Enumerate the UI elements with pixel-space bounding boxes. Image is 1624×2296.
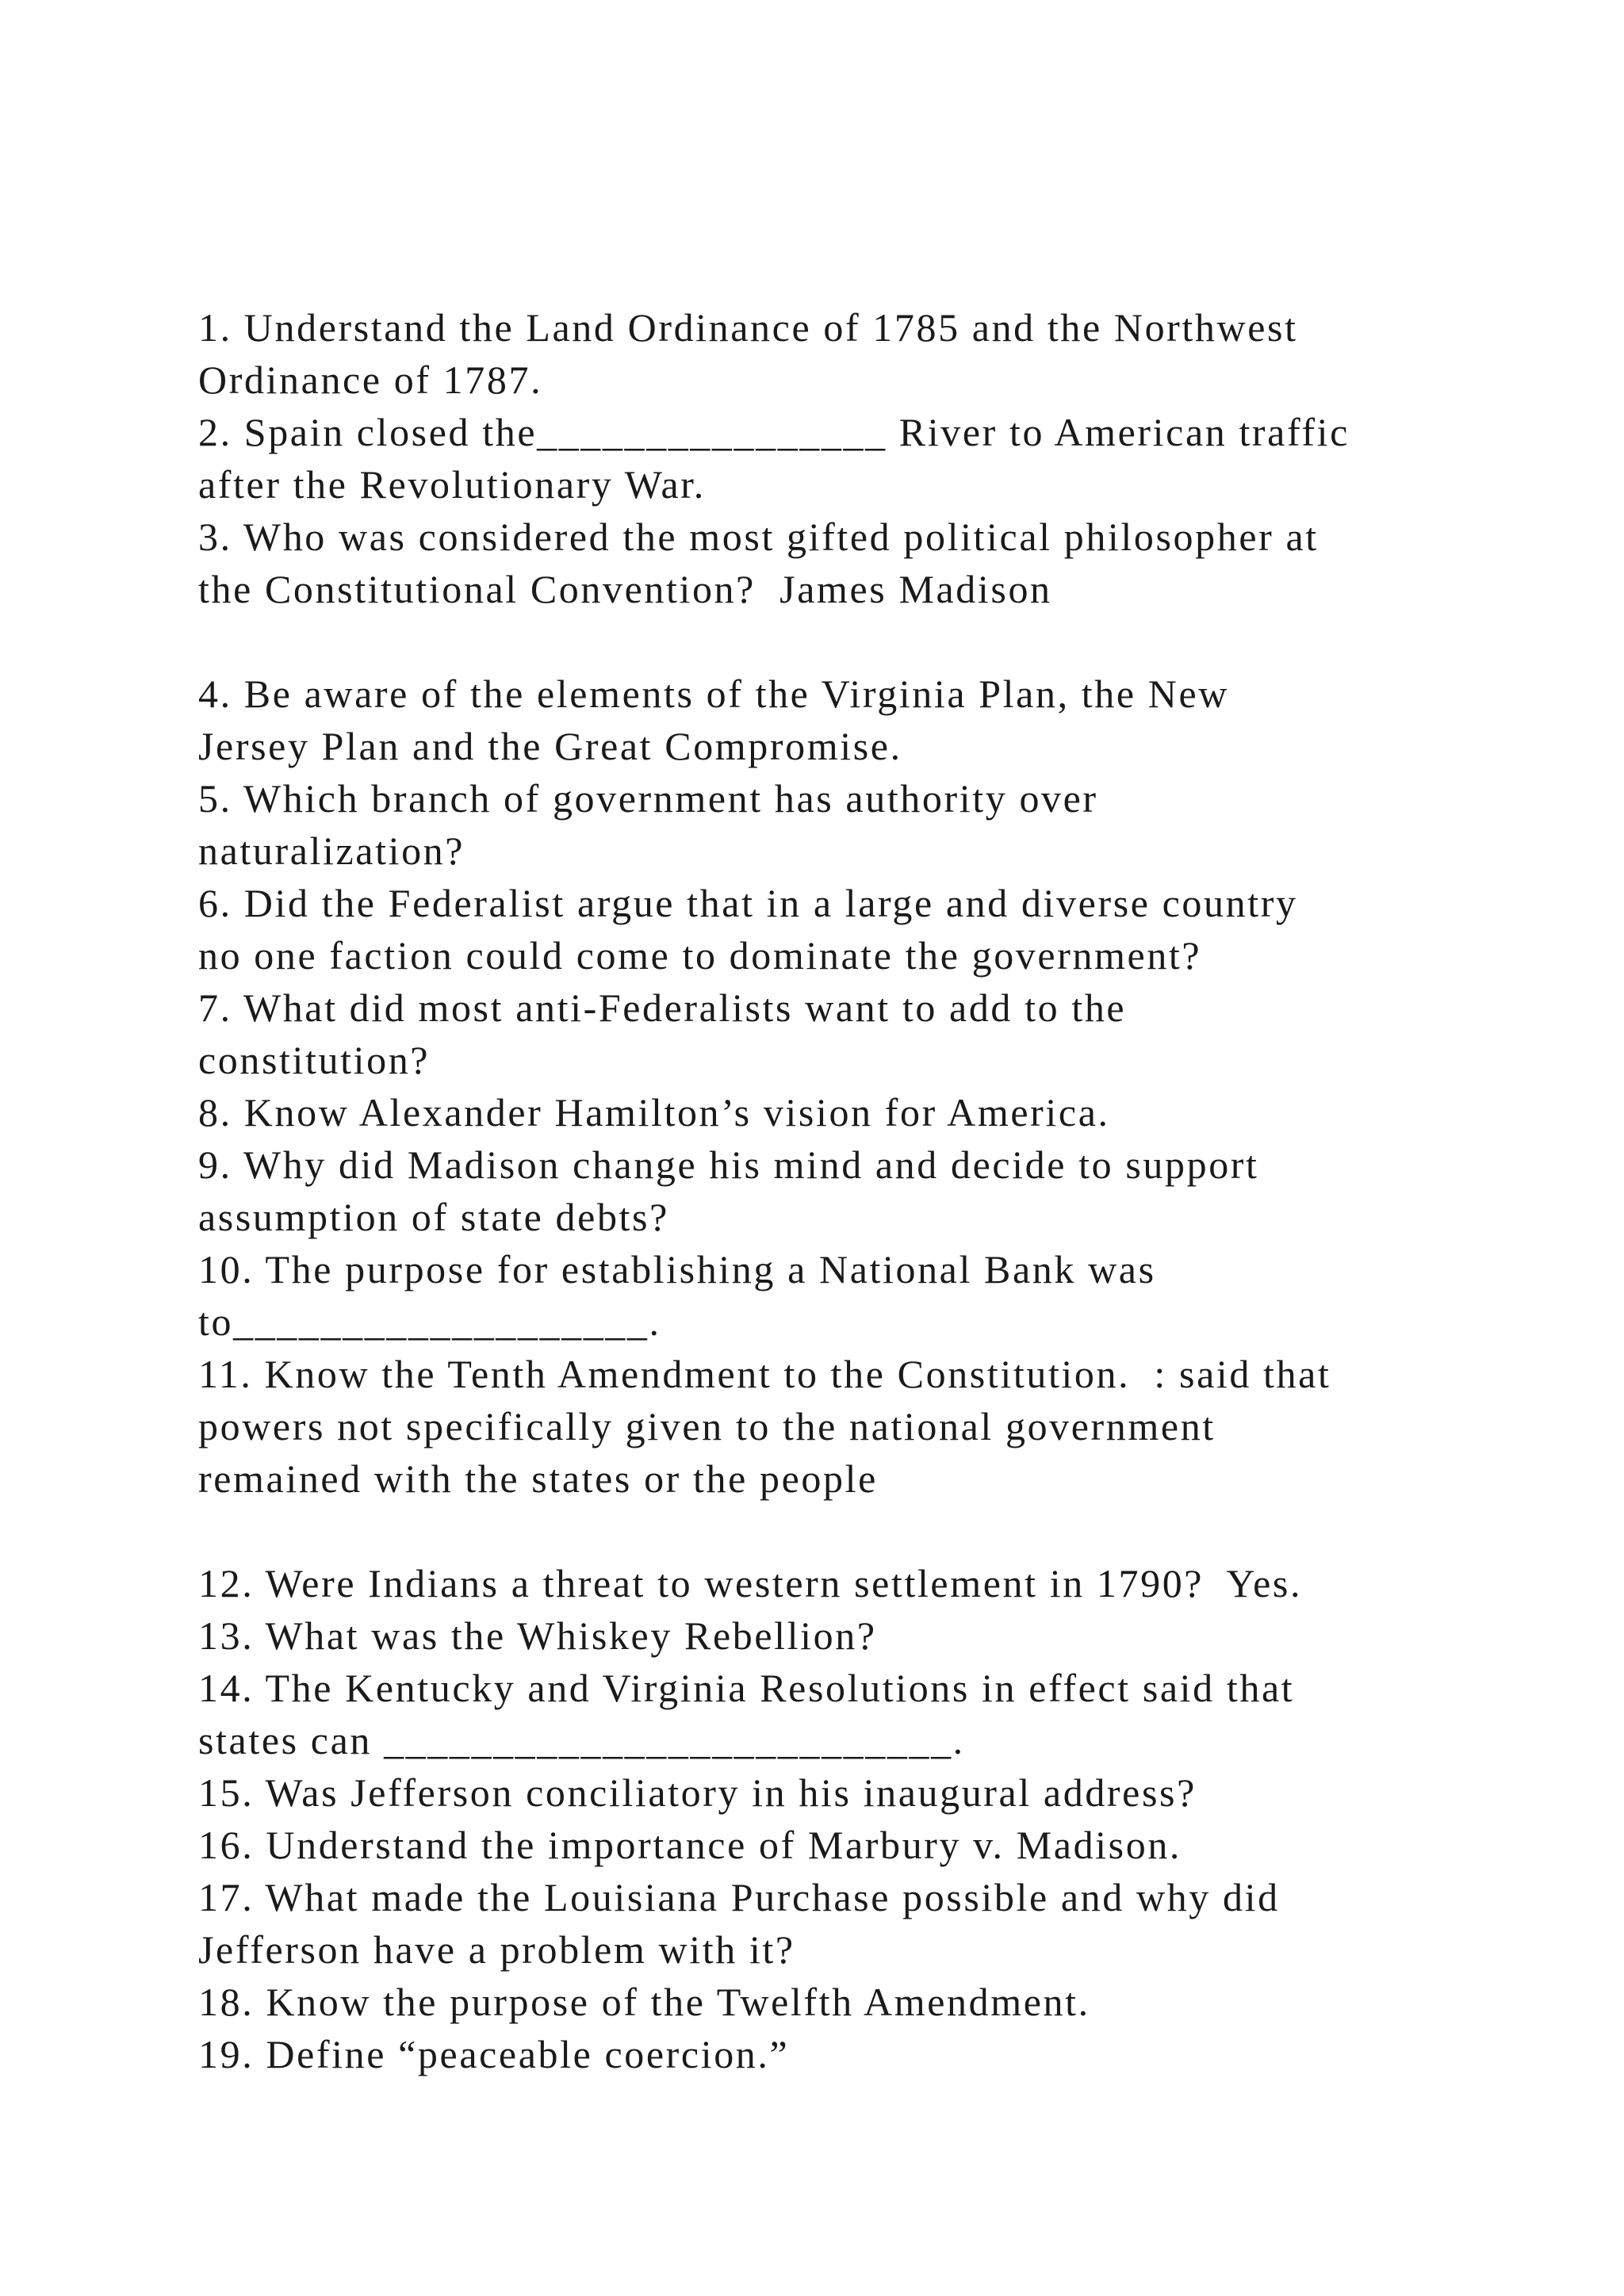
text-line: after the Revolutionary War. (198, 462, 706, 507)
text-line: constitution? (198, 1038, 431, 1082)
text-line: the Constitutional Convention? James Madison (198, 567, 1052, 611)
text-line: to___________________. (198, 1299, 661, 1344)
text-line: 1. Understand the Land Ordinance of 1785 and the Northwest (198, 305, 1298, 350)
study-guide-text (198, 301, 1530, 2080)
blank-line (198, 1505, 1530, 1557)
text-line: 16. Understand the importance of Marbury v. Madison. (198, 1823, 1182, 1867)
text-line: remained with the states or the people (198, 1456, 878, 1501)
text-line: 19. Define “peaceable coercion.” (198, 2032, 790, 2076)
text-line: states can __________________________. (198, 1718, 965, 1762)
text-line: 9. Why did Madison change his mind and decide to support (198, 1142, 1259, 1187)
text-line: 15. Was Jefferson conciliatory in his inaugural address? (198, 1770, 1197, 1815)
text-line: 13. What was the Whiskey Rebellion? (198, 1613, 877, 1658)
text-line: 10. The purpose for establishing a National Bank was (198, 1247, 1156, 1292)
text-line: 5. Which branch of government has authority over (198, 776, 1098, 821)
text-line: 17. What made the Louisiana Purchase possible and why did (198, 1875, 1280, 1919)
text-line: 2. Spain closed the________________ River to American traffic (198, 410, 1350, 454)
text-line: 18. Know the purpose of the Twelfth Amendment. (198, 1980, 1090, 2024)
text-line: 12. Were Indians a threat to western settlement in 1790? Yes. (198, 1561, 1303, 1605)
text-line: 6. Did the Federalist argue that in a large and diverse country (198, 881, 1298, 925)
text-line: 7. What did most anti-Federalists want to add to the (198, 985, 1127, 1030)
text-line: 4. Be aware of the elements of the Virginia Plan, the New (198, 672, 1229, 716)
text-line: Jersey Plan and the Great Compromise. (198, 724, 902, 768)
text-line: assumption of state debts? (198, 1195, 669, 1239)
text-line: powers not specifically given to the national government (198, 1404, 1216, 1448)
text-line: 14. The Kentucky and Virginia Resolutions in effect said that (198, 1666, 1295, 1710)
text-line: 8. Know Alexander Hamilton’s vision for America. (198, 1090, 1110, 1135)
text-line: naturalization? (198, 828, 465, 873)
text-line: Ordinance of 1787. (198, 358, 543, 402)
blank-line (198, 615, 1530, 668)
text-line: 11. Know the Tenth Amendment to the Constitution. : said that (198, 1352, 1331, 1396)
text-line: 3. Who was considered the most gifted political philosopher at (198, 515, 1319, 559)
text-line: no one faction could come to dominate the government? (198, 933, 1202, 978)
text-line: Jefferson have a problem with it? (198, 1927, 795, 1972)
